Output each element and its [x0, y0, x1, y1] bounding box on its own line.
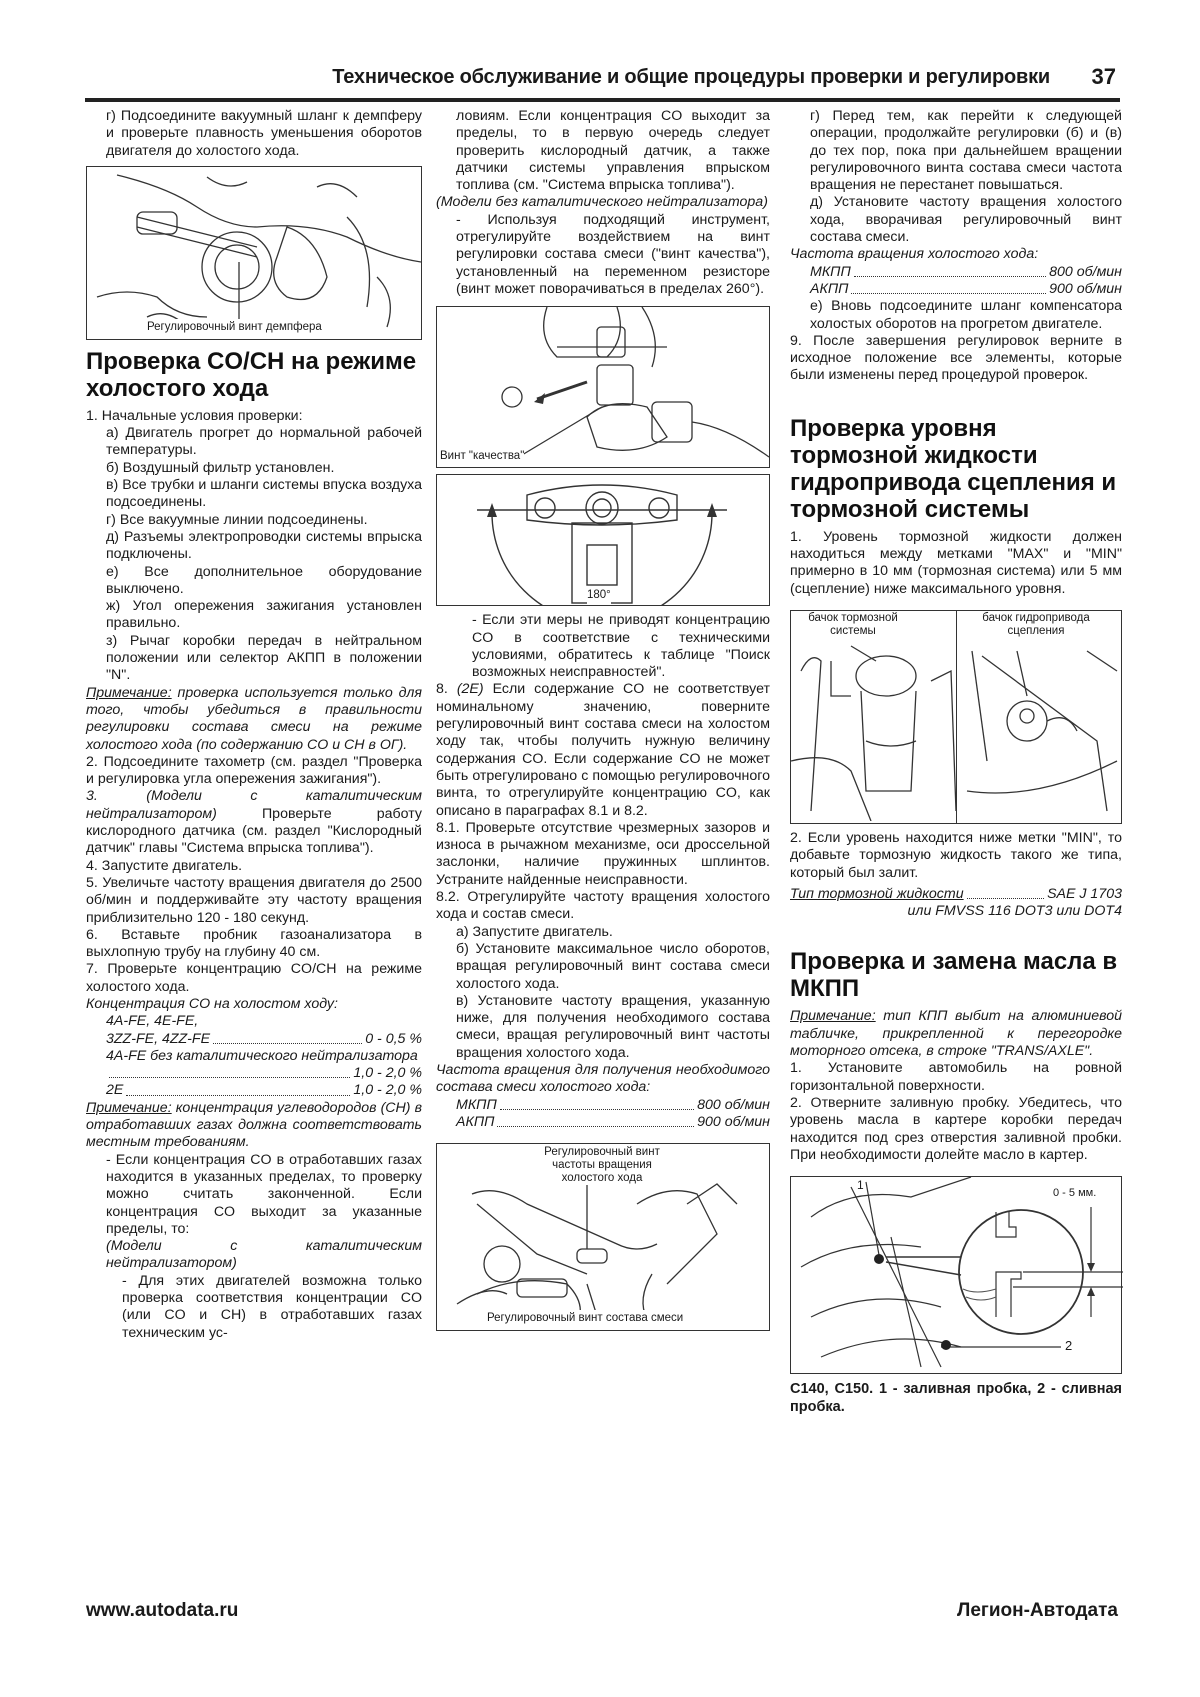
column-2: [436, 108, 770, 1337]
figure-idle-screws: [436, 1143, 770, 1331]
figure-quality-screw: [436, 306, 770, 468]
callout-1: 1: [857, 1177, 864, 1194]
condition-item: е) Все дополнительное оборудование выключено.: [106, 563, 422, 597]
item-d: д) Установите частоту вращения холостого хода, вворачивая регулировочный винт состава смеси.: [810, 194, 1122, 246]
spec-label: 3ZZ-FE, 4ZZ-FE: [106, 1030, 211, 1047]
condition-item: б) Воздушный фильтр установлен.: [106, 459, 335, 476]
step-8-1: 8.1. Проверьте отсутствие чрезмерных зазоров и износа в рычажном механизме, оси дроссельной заслонки, наличие пружинных шплинтов. Устраните найденные неисправности.: [436, 819, 770, 888]
engine-damper-illustration: [87, 167, 421, 339]
step-8-2-item: б) Установите максимальное число оборотов, вращая регулировочный винт состава смеси холостого хода.: [456, 940, 770, 992]
section-title-co-ch: Проверка CO/CH на режиме холостого хода: [86, 347, 417, 402]
page-number: 37: [1091, 64, 1116, 89]
idle-heading: Частота вращения холостого хода:: [790, 246, 1039, 263]
spec-value: 1,0 - 2,0 %: [353, 1082, 422, 1099]
models-no-catalytic: (Модели без каталитического нейтрализатора): [436, 194, 768, 211]
figure-gearbox-plugs: [790, 1176, 1122, 1374]
para-measures: - Если эти меры не приводят концентрацию CO в соответствие с техническими условиями, обратитесь к таблице "Поиск возможных неисправностей".: [472, 612, 770, 681]
figure-caption-top: Регулировочный винт частоты вращения холостого хода: [527, 1146, 677, 1185]
co-spec-row: 4A-FE, 4E-FE,: [106, 1013, 199, 1030]
step-2: 2. Подсоедините тахометр (см. раздел "Проверка и регулировка угла опережения зажигания").: [86, 753, 422, 788]
section-title-brake-fluid: Проверка уровня тормозной жидкости гидропривода сцепления и тормозной системы: [790, 414, 1117, 523]
fluid-type-label: Тип тормозной жидкости: [790, 885, 964, 902]
angle-label: 180°: [587, 587, 611, 604]
spec-value: 1,0 - 2,0 %: [353, 1065, 422, 1082]
page-header: [85, 62, 1120, 102]
note-label: Примечание:: [86, 684, 172, 701]
para-continued: ловиям. Если концентрация CO выходит за пределы, то в первую очередь следует проверить кислородный датчик, а также датчики системы управления впрыском топлива (см. "Система впрыска топлива").: [456, 108, 770, 194]
condition-item: ж) Угол опережения зажигания установлен правильно.: [106, 598, 422, 632]
note-text: концентрация углеводородов (CH) в отработавших газах должна соответствовать местным требованиям.: [86, 1099, 422, 1151]
step-9: 9. После завершения регулировок верните в исходное положение все элементы, которые были изменены перед процедурой проверок.: [790, 332, 1122, 384]
rpm-spec-row: [436, 1097, 770, 1114]
condition-item: г) Все вакуумные линии подсоединены.: [106, 511, 368, 528]
brake-step-1: 1. Уровень тормозной жидкости должен находиться между метками "MAX" и "MIN" примерно в 10 мм (тормозная система) или 5 мм (сцепление) ниже максимального уровня.: [790, 528, 1122, 597]
note-text: тип КПП выбит на алюминиевой табличке, прикрепленной к перегородке моторного отсека, в строке "TRANS/AXLE".: [790, 1008, 1122, 1060]
step-8-model: (2E): [456, 681, 484, 698]
spec-label: МКПП: [456, 1096, 497, 1113]
models-catalytic: (Модели с каталитическим нейтрализатором): [106, 1238, 422, 1272]
step-4: 4. Запустите двигатель.: [86, 857, 243, 874]
step-8-2-item: а) Запустите двигатель.: [456, 923, 613, 940]
brake-reservoir-panel: [791, 611, 957, 823]
item-e: е) Вновь подсоедините шланг компенсатора холостых оборотов на прогретом двигателе.: [810, 298, 1122, 332]
condition-item: д) Разъемы электропроводки системы впрыска подключены.: [106, 528, 422, 563]
step-6: 6. Вставьте пробник газоанализатора в выхлопную трубу на глубину 40 см.: [86, 926, 422, 961]
header-title: Техническое обслуживание и общие процедуры проверки и регулировки: [332, 66, 1050, 88]
footer-publisher: Легион-Автодата: [957, 1600, 1118, 1621]
clutch-reservoir-label: бачок гидропривода сцепления: [961, 612, 1111, 638]
spec-label: 4A-FE без каталитического нейтрализатора: [106, 1047, 418, 1064]
footer-website: www.autodata.ru: [86, 1600, 239, 1621]
step-3-condition: 3. (Модели с каталитическим нейтрализатором): [86, 788, 422, 822]
co-heading: Концентрация CO на холостом ходу:: [86, 995, 338, 1012]
item-g: г) Перед тем, как перейти к следующей операции, продолжайте регулировки (б) и (в) до тех пор, пока при дальнейшем вращении регулировочного винта состава смеси частота вращения не перестанет повышаться.: [810, 108, 1122, 194]
column-3: [790, 108, 1122, 1416]
rpm-heading: Частота вращения для получения необходимого состава смеси холостого хода:: [436, 1061, 770, 1096]
spec-label: МКПП: [810, 263, 851, 280]
spec-value: 900 об/мин: [1049, 280, 1122, 297]
column-1: [86, 108, 422, 1342]
note-label: Примечание:: [790, 1008, 876, 1025]
fluid-type-value: SAE J 1703: [1047, 885, 1122, 902]
callout-2: 2: [1065, 1338, 1073, 1354]
idle-spec-row: [790, 264, 1122, 281]
para-no-catalytic: - Используя подходящий инструмент, отрегулируйте воздействием на винт регулировки состава смеси ("винт качества"), установленный на переменном резисторе (винт может поворачиваться в пределах 260°).: [456, 211, 770, 297]
brake-reservoir-label: бачок тормозной системы: [793, 612, 913, 638]
spec-label: 2E: [106, 1082, 124, 1099]
dimension-label: 0 - 5 мм.: [1053, 1185, 1096, 1202]
step-8-2-item: в) Установите частоту вращения, указанную ниже, для получения необходимого состава смеси, вращая регулировочный винт частоты вращения холостого хода.: [456, 992, 770, 1061]
spec-value: 0 - 0,5 %: [365, 1030, 422, 1047]
spec-value: 800 об/мин: [697, 1096, 770, 1113]
spec-value: 900 об/мин: [697, 1113, 770, 1130]
para-catalytic: - Для этих двигателей возможна только проверка соответствия концентрации CO (или CO и CH) в отработавших газах техническим ус-: [122, 1272, 422, 1341]
co-spec-row: [86, 1082, 422, 1099]
figure-reservoirs: [790, 610, 1122, 824]
rpm-spec-row: [436, 1114, 770, 1131]
quality-screw-illustration: [437, 307, 769, 467]
figure-caption-gearbox: C140, C150. 1 - заливная пробка, 2 - сливная пробка.: [790, 1381, 1122, 1416]
oil-step-1: 1. Установите автомобиль на ровной горизонтальной поверхности.: [790, 1060, 1122, 1094]
fluid-type-value-2: или FMVSS 116 DOT3 или DOT4: [907, 903, 1122, 920]
step-5: 5. Увеличьте частоту вращения двигателя до 2500 об/мин и поддерживайте эту частоту вращения приблизительно 120 - 180 секунд.: [86, 874, 422, 926]
step-7: 7. Проверьте концентрацию CO/CH на режиме холостого хода.: [86, 961, 422, 995]
condition-item: а) Двигатель прогрет до нормальной рабочей температуры.: [106, 425, 422, 459]
step-3: [86, 788, 422, 857]
spec-label: АКПП: [810, 280, 849, 297]
note-text: проверка используется только для того, чтобы убедиться в правильности регулировки состава смеси на режиме холостого хода (по содержанию CO и CH в ОГ).: [86, 684, 422, 753]
clutch-reservoir-panel: [957, 611, 1122, 823]
note-2: [86, 1100, 422, 1152]
para-co-ok: - Если концентрация CO в отработавших газах находится в указанных пределах, то проверку можно считать законченной. Если концентрация CO выходит за указанные пределы, то:: [106, 1151, 422, 1237]
figure-screw-rotation: [436, 474, 770, 606]
step-8-number: 8.: [436, 681, 457, 698]
condition-item: з) Рычаг коробки передач в нейтральном положении или селектор АКПП в положении "N".: [106, 632, 422, 684]
co-spec-row: [86, 1048, 422, 1065]
note-1: [86, 685, 422, 754]
step-1: 1. Начальные условия проверки:: [86, 407, 303, 424]
step-3-text: Проверьте работу кислородного датчика (см. раздел "Кислородный датчик" главы "Система впрыска топлива").: [86, 805, 422, 857]
figure-caption: Винт "качества": [440, 448, 524, 465]
fluid-type-row: [790, 886, 1122, 903]
rotation-diagram: [437, 475, 769, 605]
step-8: [436, 681, 770, 819]
note-label: Примечание:: [86, 1099, 172, 1116]
spec-label: АКПП: [456, 1113, 495, 1130]
step-8-text: Если содержание CO не соответствует номинальному значению, поверните регулировочный винт состава смеси на холостом ходу так, чтобы получить нужную величину содержания CO. Если содержание CO не может быть отрегулировано с помощью регулировочного винта, то отрегулируйте концентрацию CO, как описано в параграфах 8.1 и 8.2.: [436, 681, 771, 819]
idle-spec-row: [790, 281, 1122, 298]
co-spec-row: [86, 1031, 422, 1048]
brake-reservoir-illustration: [791, 611, 956, 821]
gearbox-plugs-illustration: [791, 1177, 1123, 1373]
step-8-2: 8.2. Отрегулируйте частоту вращения холостого хода и состав смеси.: [436, 889, 770, 923]
intro-paragraph: г) Подсоедините вакуумный шланг к демпферу и проверьте плавность уменьшения оборотов двигателя до холостого хода.: [106, 108, 422, 159]
spec-value: 800 об/мин: [1049, 263, 1122, 280]
condition-item: в) Все трубки и шланги системы впуска воздуха подсоединены.: [106, 477, 422, 511]
section-title-gearbox-oil: Проверка и замена масла в МКПП: [790, 948, 1118, 1003]
clutch-reservoir-illustration: [957, 611, 1122, 821]
note-3: [790, 1008, 1122, 1060]
figure-caption-bottom: Регулировочный винт состава смеси: [487, 1310, 683, 1327]
figure-caption: Регулировочный винт демпфера: [147, 319, 322, 336]
co-spec-row-value: [86, 1065, 422, 1082]
brake-step-2: 2. Если уровень находится ниже метки "MIN", то добавьте тормозную жидкость такого же типа, который был залит.: [790, 829, 1122, 881]
oil-step-2: 2. Отверните заливную пробку. Убедитесь, что уровень масла в картере коробки передач находится под срез отверстия заливной пробки. При необходимости долейте масло в картер.: [790, 1094, 1122, 1163]
figure-damper-screw: [86, 166, 422, 340]
